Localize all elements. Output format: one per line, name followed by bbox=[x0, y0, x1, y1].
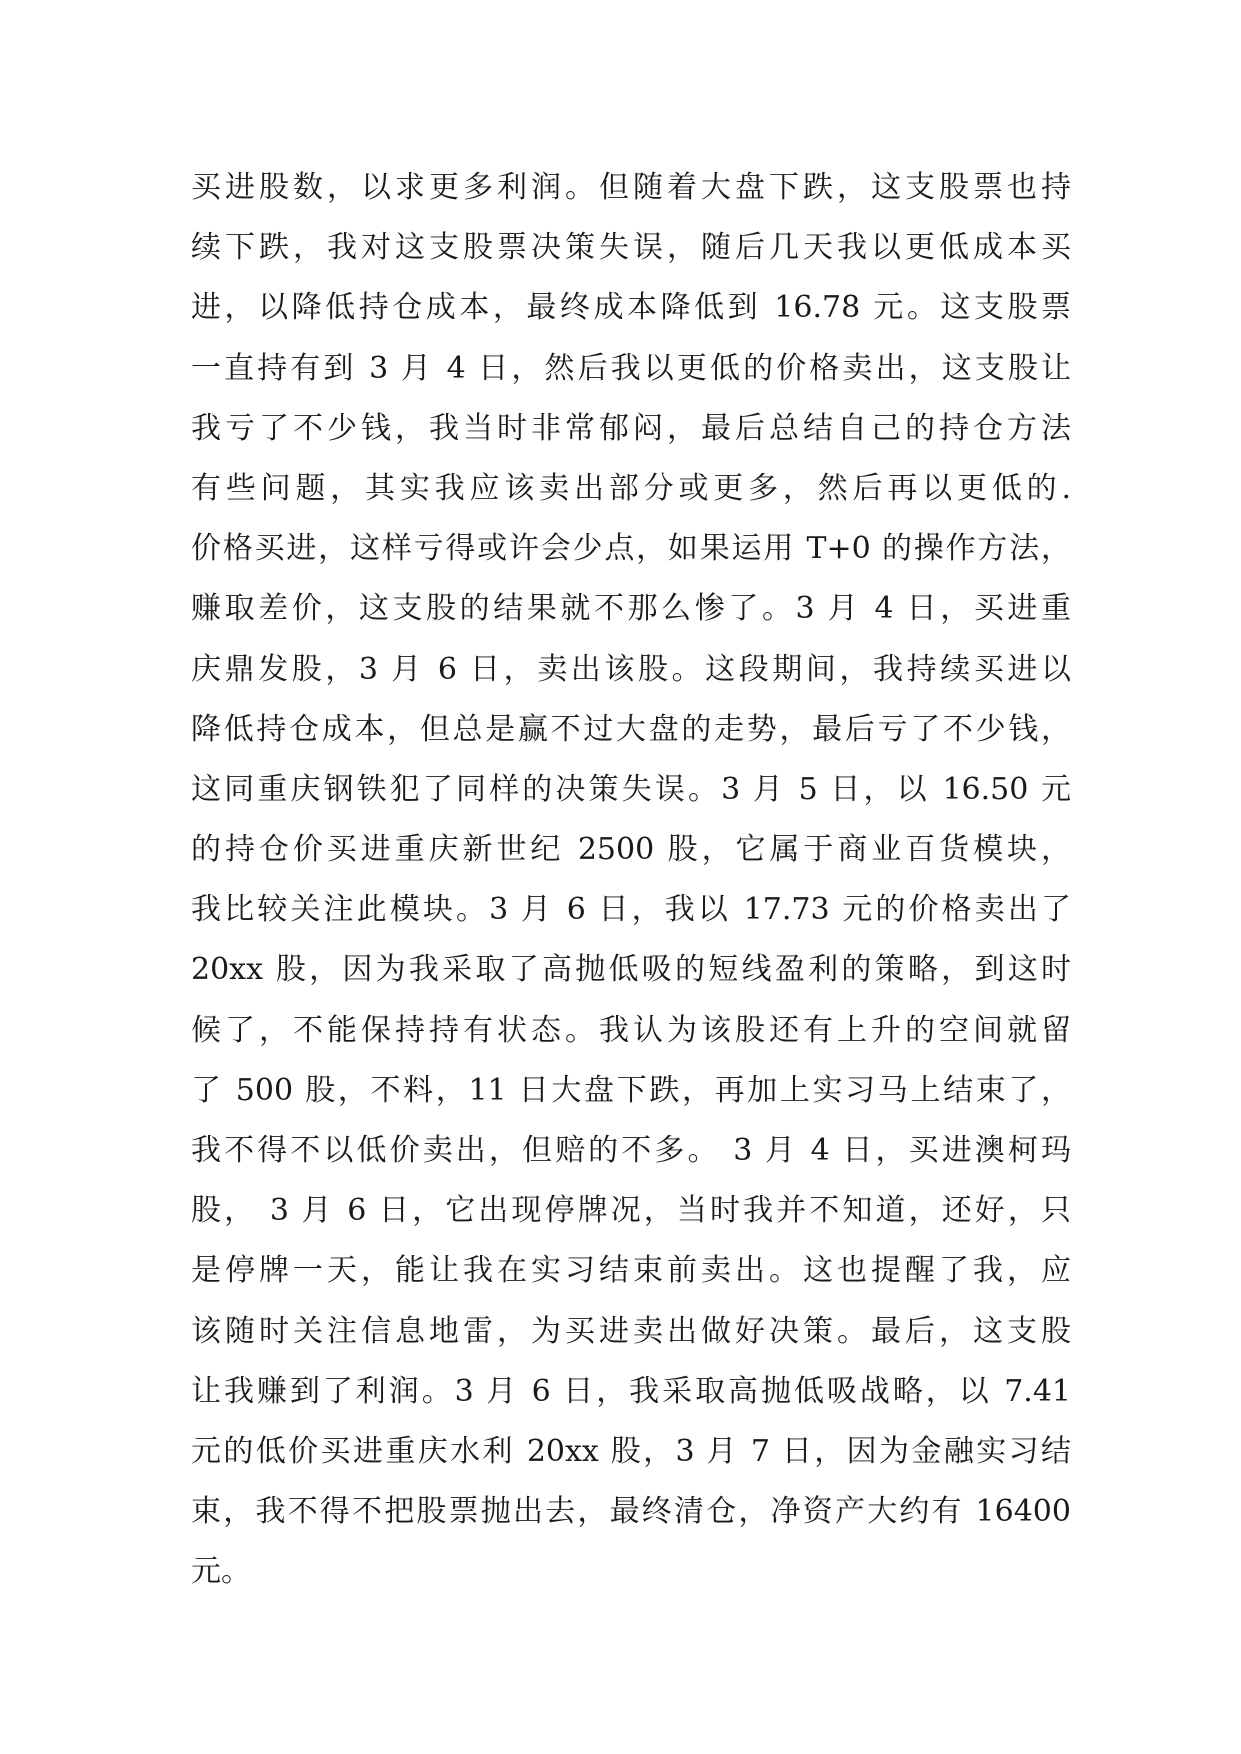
text-line: 了 500 股，不料，11 日大盘下跌，再加上实习马上结束了， bbox=[191, 1072, 1071, 1108]
text-line: 这同重庆钢铁犯了同样的决策失误。3 月 5 日，以 16.50 元 bbox=[191, 771, 1071, 807]
text-line: 我亏了不少钱，我当时非常郁闷，最后总结自己的持仓方法 bbox=[191, 410, 1071, 446]
text-line: 我比较关注此模块。3 月 6 日，我以 17.73 元的价格卖出了 bbox=[191, 892, 1071, 928]
text-line: 让我赚到了利润。3 月 6 日，我采取高抛低吸战略，以 7.41 bbox=[191, 1373, 1071, 1409]
text-line: 束，我不得不把股票抛出去，最终清仓，净资产大约有 16400 bbox=[191, 1494, 1071, 1530]
text-line: 元的低价买进重庆水利 20xx 股，3 月 7 日，因为金融实习结 bbox=[191, 1433, 1071, 1469]
text-line: 降低持仓成本，但总是赢不过大盘的走势，最后亏了不少钱， bbox=[191, 711, 1071, 747]
text-line: 价格买进，这样亏得或许会少点，如果运用 T+0 的操作方法， bbox=[191, 531, 1071, 567]
text-line: 买进股数，以求更多利润。但随着大盘下跌，这支股票也持 bbox=[191, 170, 1071, 205]
text-line: 股， 3 月 6 日，它出现停牌况，当时我并不知道，还好，只 bbox=[191, 1193, 1071, 1229]
body-paragraph bbox=[191, 158, 1071, 1603]
text-line: 是停牌一天，能让我在实习结束前卖出。这也提醒了我，应 bbox=[191, 1253, 1071, 1289]
text-line: 的持仓价买进重庆新世纪 2500 股，它属于商业百货模块， bbox=[191, 832, 1071, 868]
text-line: 元。 bbox=[191, 1554, 251, 1590]
text-line: 一直持有到 3 月 4 日，然后我以更低的价格卖出，这支股让 bbox=[191, 350, 1071, 386]
text-line: 我不得不以低价卖出，但赔的不多。 3 月 4 日，买进澳柯玛 bbox=[191, 1133, 1071, 1168]
text-line: 进，以降低持仓成本，最终成本降低到 16.78 元。这支股票 bbox=[191, 290, 1071, 326]
text-line: 续下跌，我对这支股票决策失误，随后几天我以更低成本买 bbox=[191, 230, 1071, 266]
text-line: 该随时关注信息地雷，为买进卖出做好决策。最后，这支股 bbox=[191, 1313, 1071, 1349]
text-line: 赚取差价，这支股的结果就不那么惨了。3 月 4 日，买进重 bbox=[191, 591, 1071, 627]
text-line: 20xx 股，因为我采取了高抛低吸的短线盈利的策略，到这时 bbox=[191, 952, 1071, 988]
text-line: 有些问题，其实我应该卖出部分或更多，然后再以更低的. bbox=[191, 470, 1071, 506]
text-line: 候了，不能保持持有状态。我认为该股还有上升的空间就留 bbox=[191, 1012, 1071, 1048]
text-line: 庆鼎发股，3 月 6 日，卖出该股。这段期间，我持续买进以 bbox=[191, 651, 1071, 687]
